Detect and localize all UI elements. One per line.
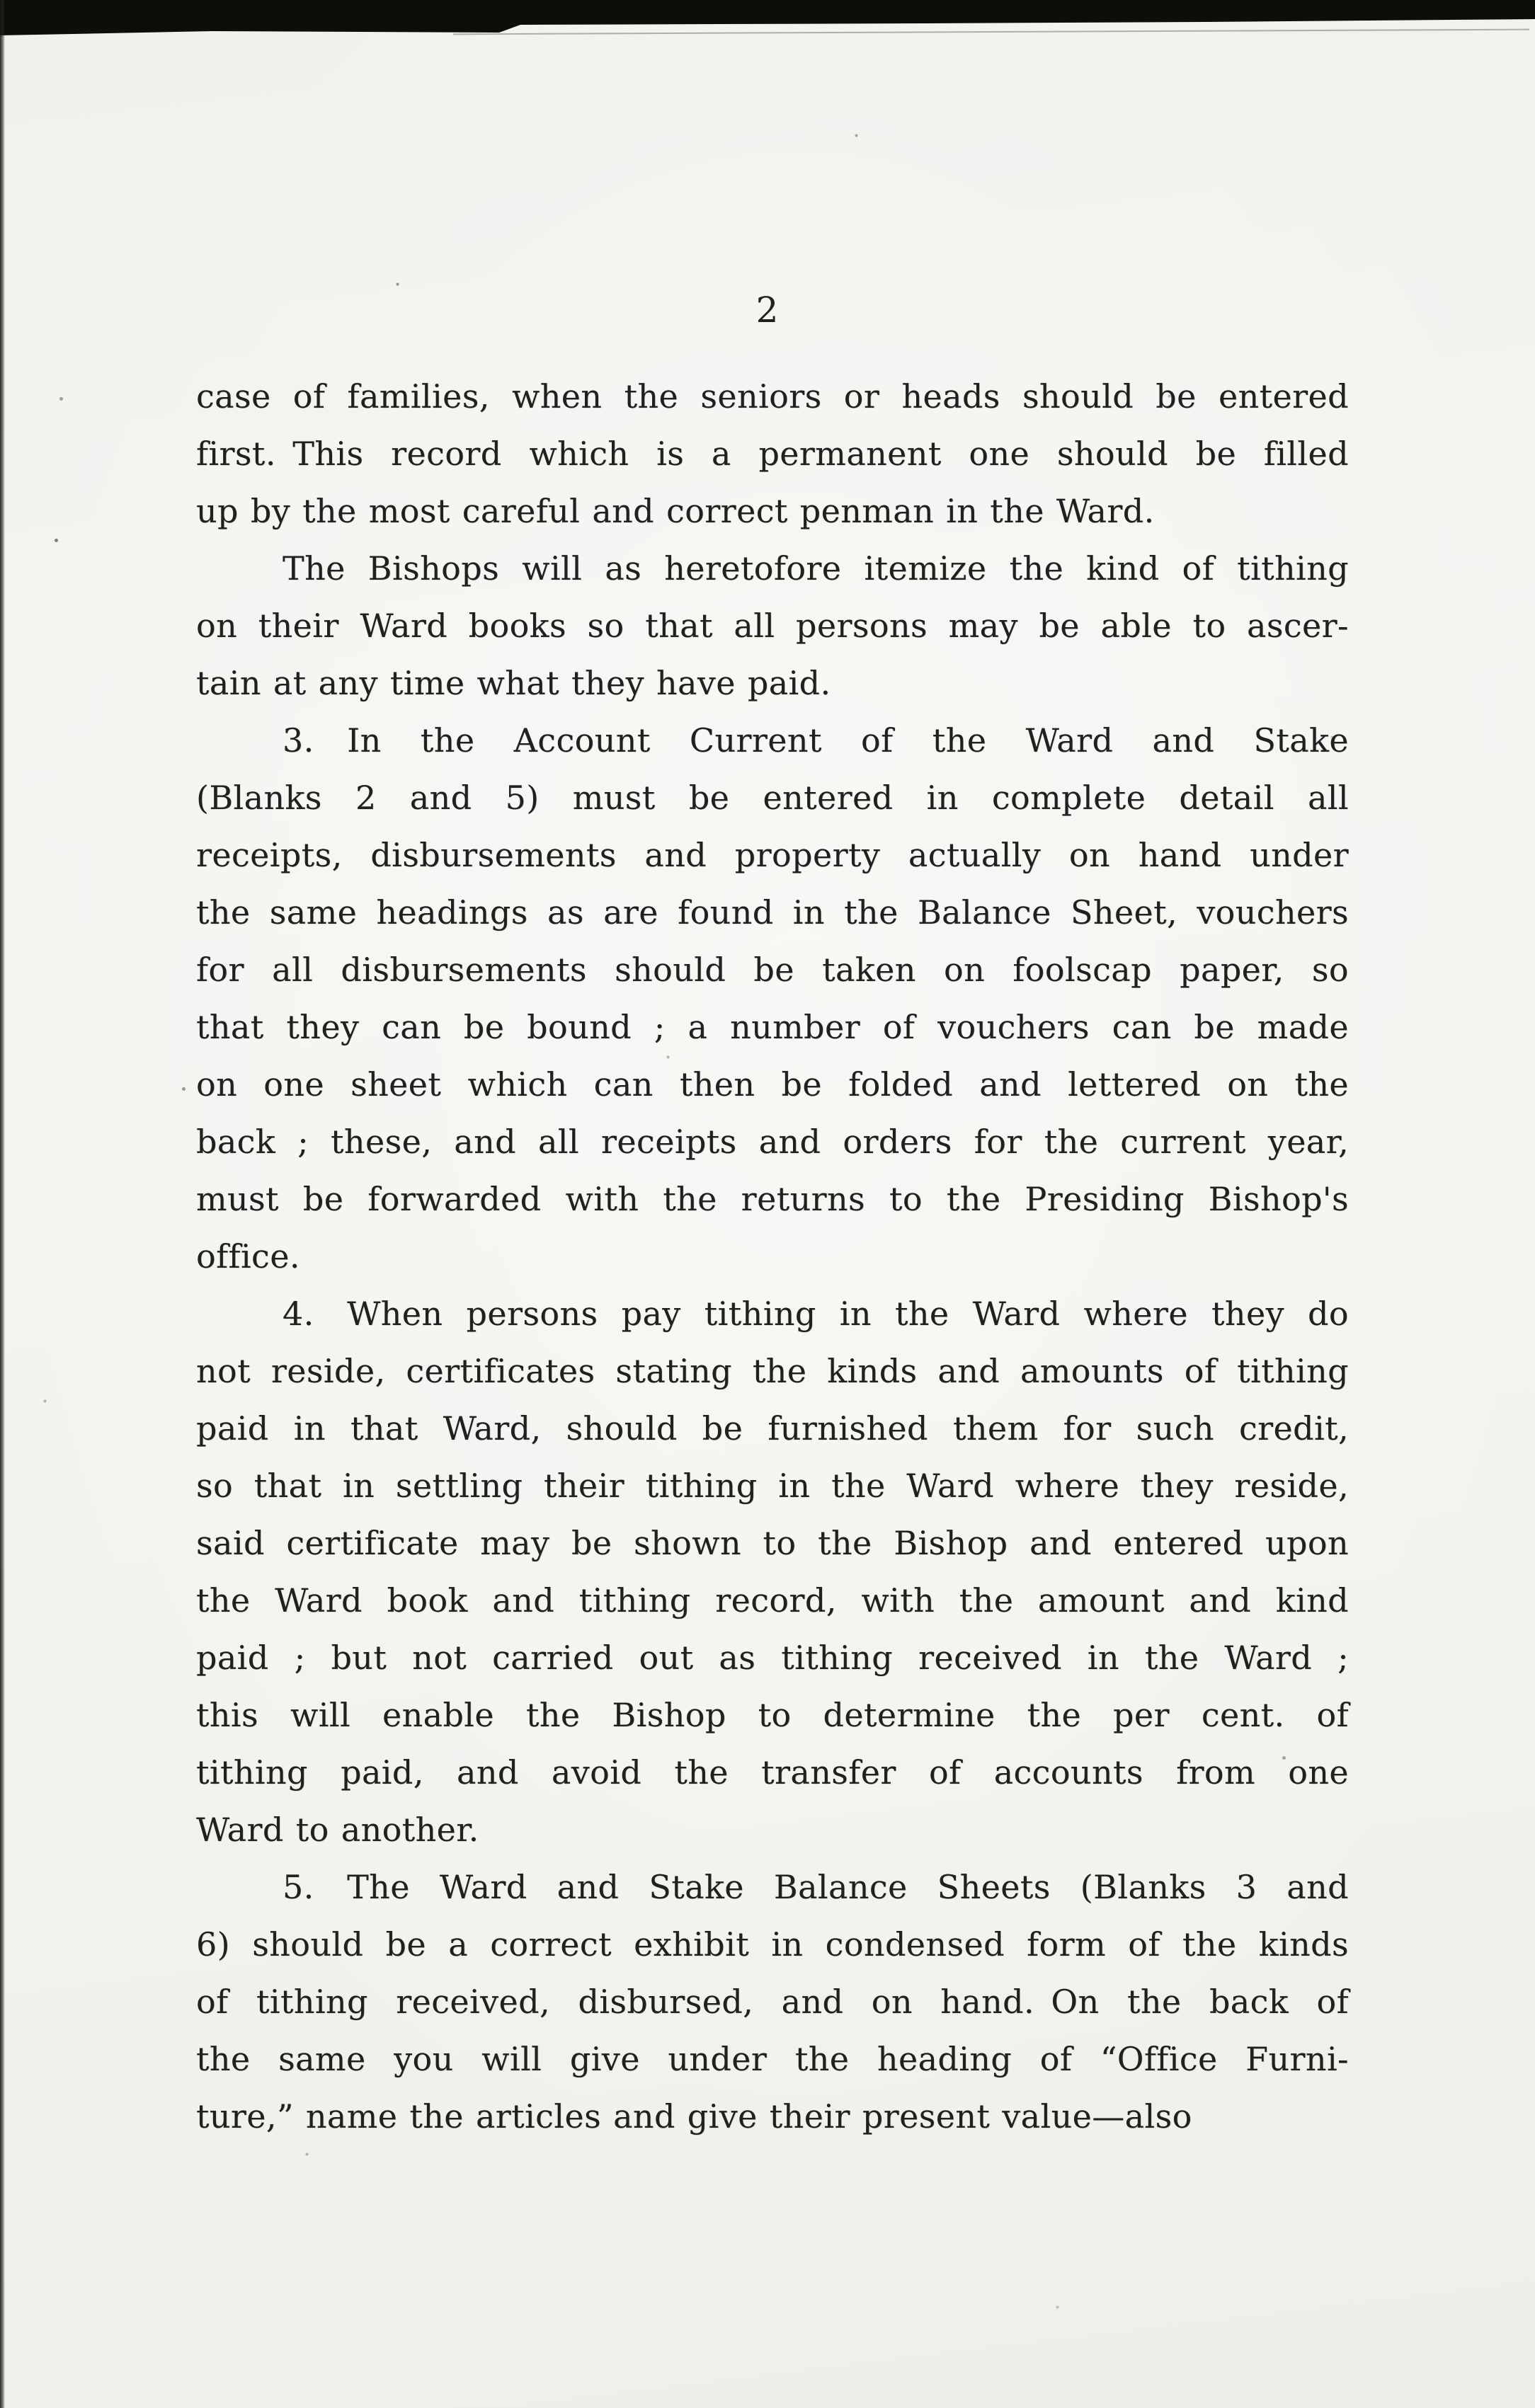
text-line: this will enable the Bishop to determine the per cent. of	[196, 1696, 1349, 1734]
text-line: (Blanks 2 and 5) must be entered in complete detail all	[196, 779, 1349, 817]
scan-artifact-left-edge	[0, 0, 5, 2408]
text-line: case of families, when the seniors or heads should be entered	[196, 377, 1349, 415]
page-number: 2	[755, 289, 780, 331]
text-line: receipts, disbursements and property actually on hand under	[196, 836, 1349, 874]
text-line: tithing paid, and avoid the transfer of accounts from one	[196, 1753, 1349, 1791]
text-line: the same you will give under the heading of “Office Furni-	[196, 2040, 1349, 2078]
text-line: paid in that Ward, should be furnished them for such credit,	[196, 1409, 1349, 1447]
text-line: paid ; but not carried out as tithing received in the Ward ;	[196, 1639, 1349, 1677]
text-line: ture,” name the articles and give their present value—also	[196, 2097, 1192, 2135]
text-line: for all disbursements should be taken on foolscap paper, so	[196, 951, 1349, 989]
paragraph	[196, 1859, 1349, 2145]
paragraph	[196, 1285, 1349, 1859]
text-line: that they can be bound ; a number of vouchers can be made	[196, 1008, 1349, 1046]
text-line: tain at any time what they have paid.	[196, 664, 831, 702]
text-line: 4. When persons pay tithing in the Ward where they do	[283, 1295, 1349, 1333]
text-line: of tithing received, disbursed, and on hand. On the back of	[196, 1983, 1349, 2021]
text-line: The Bishops will as heretofore itemize the kind of tithing	[283, 549, 1349, 587]
text-line: on their Ward books so that all persons may be able to ascer-	[196, 607, 1349, 645]
text-line: the same headings as are found in the Balance Sheet, vouchers	[196, 893, 1349, 931]
paragraph	[196, 540, 1349, 712]
text-line: 6) should be a correct exhibit in condensed form of the kinds	[196, 1925, 1349, 1963]
text-line: not reside, certificates stating the kinds and amounts of tithing	[196, 1352, 1349, 1390]
scan-artifact-top-band	[0, 0, 1535, 42]
text-line: office.	[196, 1237, 300, 1275]
paragraph	[196, 712, 1349, 1285]
paragraph	[196, 368, 1349, 540]
text-line: on one sheet which can then be folded and lettered on the	[196, 1065, 1349, 1103]
text-line: said certificate may be shown to the Bishop and entered upon	[196, 1524, 1349, 1562]
text-line: 5. The Ward and Stake Balance Sheets (Blanks 3 and	[283, 1868, 1349, 1906]
text-line: 3. In the Account Current of the Ward and Stake	[283, 721, 1349, 759]
scan-artifact-streak	[453, 29, 1529, 35]
text-line: so that in settling their tithing in the Ward where they reside,	[196, 1467, 1349, 1505]
text-line: the Ward book and tithing record, with the amount and kind	[196, 1581, 1349, 1619]
text-line: up by the most careful and correct penman in the Ward.	[196, 492, 1155, 530]
text-line: back ; these, and all receipts and orders for the current year,	[196, 1123, 1349, 1161]
text-line: first. This record which is a permanent one should be filled	[196, 435, 1349, 473]
text-line: Ward to another.	[196, 1811, 479, 1849]
text-block	[196, 368, 1349, 2145]
text-line: must be forwarded with the returns to the Presiding Bishop's	[196, 1180, 1349, 1218]
